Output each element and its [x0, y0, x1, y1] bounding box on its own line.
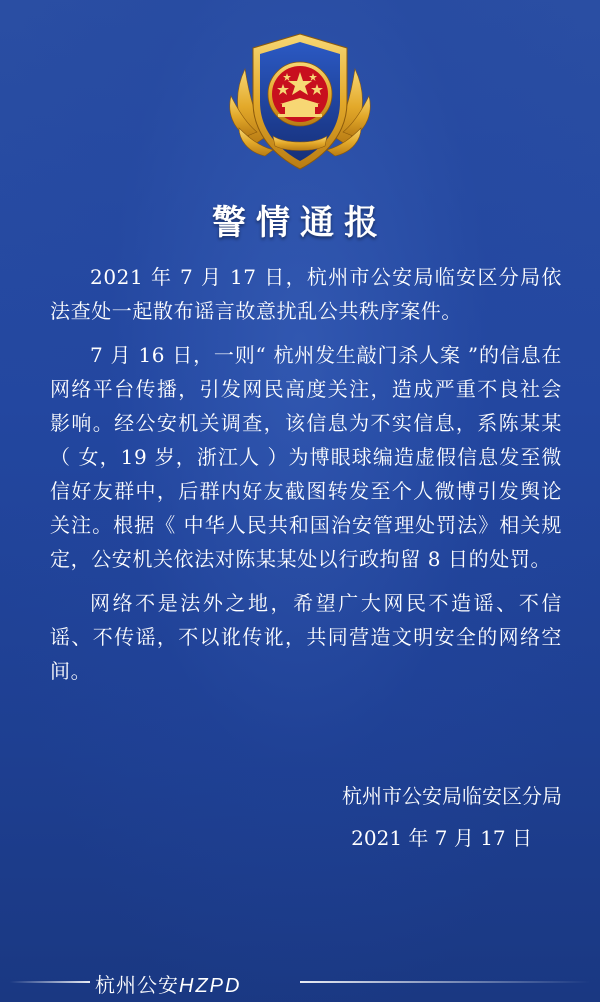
footer-brand [0, 962, 600, 1002]
page-title: 警情通报 [212, 203, 388, 243]
paragraph-3: 网络不是法外之地，希望广大网民不造谣、不信谣、不传谣，不以讹传讹，共同营造文明安全的网络空间。 [50, 591, 562, 683]
signature-block [342, 775, 562, 859]
paragraph-2: 7 月 16 日，一则“ 杭州发生敲门杀人案 ”的信息在网络平台传播，引发网民高度关注，造成严重不良社会影响。经公安机关调查，该信息为不实信息，系陈某某（ 女，19 岁，浙江人 ）为博眼球编造虚假信息发至微信好友群中，后群内好友截图转发至个人微博引发舆论关注。根据《 中华人民共和国治安管理处罚法》相关规定，公安机关依法对陈某某处以行政拘留 8 日的处罚。 [50, 343, 562, 571]
footer-divider-left [10, 981, 90, 983]
police-emblem-icon [225, 24, 375, 184]
footer-name: 杭州公安 [95, 973, 179, 997]
signature-date: 2021 年 7 月 17 日 [351, 826, 532, 850]
footer-abbr: HZPD [179, 975, 242, 997]
footer-divider-right [300, 981, 590, 983]
notice-body [50, 260, 562, 698]
paragraph-1: 2021 年 7 月 17 日，杭州市公安局临安区分局依法查处一起散布谣言故意扰乱公共秩序案件。 [50, 265, 562, 323]
footer-label [95, 969, 241, 998]
signature-org: 杭州市公安局临安区分局 [342, 784, 562, 808]
